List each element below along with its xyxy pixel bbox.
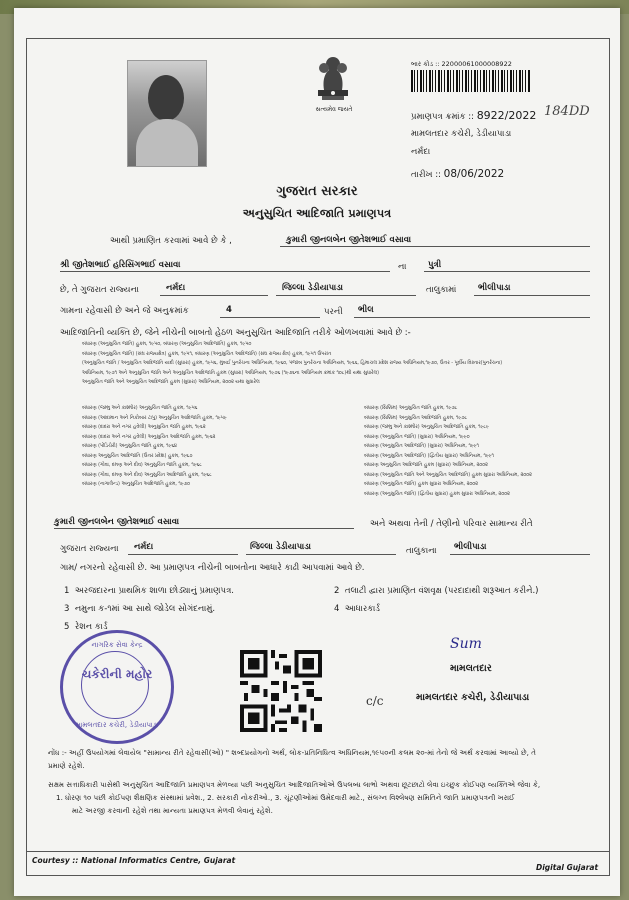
law-line: બંધારણ (અનુસુચિત જાતિ) (દ્વિતીય સુધારા) હુકમ સુધારા અધિનિયમ, ૨૦૦૨	[364, 491, 510, 497]
village-text: ગામ/ નગરનો રહેવાસી છે. આ પ્રમાણપત્ર નીચેની બાબતોના આધારે કાઢી આપવામાં આવે છે.	[60, 563, 365, 573]
law-line: બંધારણ (અનુસુચિત આદિજાતિ) (સુધારા) અધિનિયમ, ૧૯૯૧	[364, 444, 479, 449]
signature: Sum	[450, 636, 482, 652]
emblem-caption: સત્યમેવ જયતે	[315, 106, 353, 113]
note-line-2: પ્રમાણે રહેશે.	[48, 761, 85, 770]
doc-item-3: 3 નમુના ક-૧માં આ સાથે જોડેલ સોગંદનામું.	[64, 604, 216, 614]
qr-code	[240, 650, 322, 732]
law-list-left	[82, 404, 227, 490]
pareni-label: પરની	[324, 307, 343, 317]
law-line: બંધારણ અનુસુચિત આદિજાતિ (ઉત્તર પ્રદેશ) હુકમ, ૧૯૬૭	[82, 453, 193, 459]
taluka-label: તાલુકામાં	[426, 285, 457, 295]
handwritten-number: 184DD	[544, 104, 590, 119]
tribe-name: ભીલ	[358, 305, 374, 315]
law-line: બંધારણ (જમ્મુ અને કાશ્મીર) અનુસુચિત આદિજાતિ હુકમ, ૧૯૮૯	[364, 425, 489, 430]
state-label-2: ગુજરાત રાજ્યના	[60, 544, 119, 554]
law-line: બંધારણ (અનુસુચિત જાતિ) (સુધારા) અધિનિયમ, ૧૯૯૦	[364, 434, 470, 440]
certificate-page	[14, 8, 620, 896]
state-text: છે, તે ગુજરાત રાજ્યના	[60, 285, 139, 295]
district-value-2: નર્મદા	[134, 542, 154, 552]
law-line: બંધારણ અનુસુચિત આદિજાતિ હુકમ (સુધારા) અધિનિયમ, ૨૦૦૨	[364, 463, 488, 468]
law-line: બંધારણ (જમ્મુ અને કાશ્મીર) અનુસુચિત જાતિ હુકમ, ૧૯૫૬	[82, 406, 198, 411]
para-line-3: માટે અરજી કરવાની રહેશે તથા માન્યતા પ્રમાણપત્ર મેળવી લેવાનું રહેશે.	[72, 806, 273, 815]
para-line-1: સક્ષમ સત્તાધિકારી પાસેથી અનુસુચિત આદિજાતિ પ્રમાણપત્ર મેળવ્યા પછી અનુસુચિત આદિજાતિઓએ ઉપલબ્ધ લાભો અથવા છૂટછાટો લેવા ઇચ્છુક કોઈપણ વ્યક્તિએ જેવા કે,	[48, 780, 541, 789]
certify-text: આથી પ્રમાણિત કરવામાં આવે છે કે ,	[110, 236, 232, 246]
doc-item-1: 1 અરજદારના પ્રાથમિક શાળા છોડ્યાનું પ્રમાણપત્ર.	[64, 586, 235, 596]
footer-courtesy: Courtesy :: National Informatics Centre, Gujarat	[32, 856, 236, 865]
office-seal: નાગરિક સેવા કેન્દ્ર ચકેરીની મહોર મામલતદાર કચેરી, ડેડીયાપાડા	[60, 630, 174, 744]
cert-no: 8922/2022	[476, 109, 537, 122]
person-name: કુમારી જીનલબેન જીતેશભાઈ વસાવા	[286, 235, 412, 245]
law-line: બંધારણ (અનુસુચિત જાતિ) (સંઘ રાજ્યક્ષેત્ર) હુકમ, ૧૯૫૧, બંધારણ (અનુસુચિત આદિજાતિ) (સંઘ રાજ્ય ક્ષેત્ર) હુકમ, ૧૯૫૧ ઉપરાંત	[82, 351, 332, 357]
law-line: બંધારણ (સિક્કિમ) અનુસુચિત જાતિ હુકમ, ૧૯૭૮	[364, 406, 458, 411]
law-line: અધિનિયમ, ૧૯૭૧ અને અનુસુચિત જાતિ અને અનુસુચિત આદિજાતિ હુકમ (સુધારા) અધિનિયમ, ૧૯૭૬ (૧૯૭૬ના અધિનિયમ ક્રમાંક ૧૦૮)થી યથા સુધારેલ)	[82, 370, 380, 376]
law-line: બંધારણ (ગોવા, દમણ અને દીવ) અનુસુચિત આદિજાતિ હુકમ, ૧૯૬૮	[82, 472, 212, 478]
barcode	[411, 70, 531, 92]
district-value: નર્મદા	[166, 283, 186, 293]
footer-brand: Digital Gujarat	[536, 863, 599, 872]
note-line: નોંધ :- અહીં ઉપયોગમાં લેવાયેલ "સામાન્ય રીતે રહેવાસી(ઓ) " શબ્દપ્રયોગનો અર્થ, લોક-પ્રતિનિધિત્વ અધિનિયમ,૧૯૫૦ની કલમ ૨૦-માં તેનો જે અર્થ કરવામાં આવ્યો છે, તે	[48, 748, 536, 757]
certificate-title: અનુસુચિત આદિજાતિ પ્રમાણપત્ર	[242, 206, 392, 220]
initials: c/c	[366, 694, 384, 708]
law-line: બંધારણ (આંદામાન અને નિકોબાર ટાપુ) અનુસુચિત આદિજાતિ હુકમ, ૧૯૫૯	[82, 415, 227, 421]
signatory-designation: મામલતદાર	[450, 663, 492, 674]
law-line: બંધારણ (અનુસુચિત જાતિ અને અનુસુચિત આદિજાતિ) હુકમ સુધારા અધિનિયમ, ૨૦૦૨	[364, 472, 532, 478]
law-line: બંધારણ (દાદરા અને નગર હવેલી) અનુસુચિત આદિજાતિ હુકમ, ૧૯૬૨	[82, 434, 216, 440]
law-line: અનુસુચિત જાતિ અને અનુસુચિત આદિજાતિ હુકમ (સુધારા) અધિનિયમ, ૨૦૦૨ યથા સુધારેલ	[82, 380, 260, 385]
barcode-label: બાર કોડ :: 22000061000008922	[411, 60, 512, 68]
law-line: બંધારણ (અનુસુચિત જાતિ) હુકમ સુધારા અધિનિયમ, ૨૦૦૨	[364, 482, 478, 487]
para-line-2: 1. ધોરણ ૧૦ પછી કોઈપણ શૈક્ષણિક સંસ્થામાં પ્રવેશ., 2. સરકારી નોકરીઓ., 3. ચૂંટણીઓમાં ઉમેદવારી માટે., સંલગ્ન વિશ્લેષણ સમિતિને જાતિ પ્રમાણપત્રની ખરાઈ	[56, 793, 515, 802]
tribe-text: આદિજાતિની વ્યક્તિ છે, જેને નીચેની બાબતો હેઠળ અનુસુચિત આદિજાતિ તરીકે ઓળખવામાં આવે છે :-	[60, 328, 411, 338]
govt-title: ગુજરાત સરકાર	[276, 184, 358, 199]
issuing-district: નર્મદા	[411, 147, 431, 157]
na-label: ના	[398, 262, 407, 272]
law-line: (અનુસુચિત જાતિ / અનુસુચિત આદિજાતિ યાદી (સુધારા) હુકમ, ૧૯૫૬, મુંબઈ પુનર્રચના અધિનિયમ, ૧૯૬૦, પંજાબ પુનર્રચના અધિનિયમ, ૧૯૬૬, હિમાચલ પ્રદેશ રાજ્ય અધિનિયમ,૧૯૭૦, ઉત્તર - પૂર્વીય વિસ્તાર(પુનર્રચના)	[82, 361, 503, 366]
doc-item-2: 2 તલાટી દ્વારા પ્રમાણિત વંશવૃક્ષ (પરદાદાથી શરૂઆત કરીને.)	[334, 586, 539, 596]
cert-no-row: પ્રમાણપત્ર ક્રમાંક :: 8922/2022	[411, 109, 537, 122]
signatory-office: મામલતદાર કચેરી, ડેડીયાપાડા	[416, 692, 530, 703]
law-line: બંધારણ (નાગાલેન્ડ) અનુસુચિત આદિજાતિ હુકમ, ૧૯૭૦	[82, 482, 190, 487]
doc-item-5: 5 રેશન કાર્ડ	[64, 622, 108, 632]
law-line: બંધારણ (દાદરા અને નગર હવેલી) અનુસુચિત જાતિ હુકમ, ૧૯૬૨	[82, 425, 206, 430]
serial-no: 4	[226, 305, 232, 315]
issue-date: 08/06/2022	[443, 168, 505, 180]
parent-name: શ્રી જીતેશભાઈ હરિસિંગભાઈ વસાવા	[60, 260, 181, 270]
jillo-value-2: જિલ્લા ડેડીયાપાડા	[250, 542, 312, 552]
law-list-top	[82, 340, 502, 388]
jillo-value: જિલ્લા ડેડીયાપાડા	[282, 283, 344, 293]
taluka-label-2: તાલુકાના	[406, 546, 437, 556]
residence-text: ગામના રહેવાસી છે અને જે અનુક્રમાંક	[60, 306, 189, 316]
doc-item-4: 4 આધારકાર્ડ	[334, 604, 380, 614]
taluka-value: ભીલીપાડા	[478, 283, 511, 293]
law-line: બંધારણ (અનુસુચિત આદિજાતિ) (દ્વિતીય સુધારા) અધિનિયમ, ૧૯૯૧	[364, 453, 494, 459]
law-line: બંધારણ (પોંડિચેરી) અનુસુચિત જાતિ હુકમ, ૧૯૬૪	[82, 444, 178, 449]
issue-date-row: તારીખ :: 08/06/2022	[411, 168, 505, 180]
law-line: બંધારણ (સિક્કિમ) અનુસુચિત આદિજાતિ હુકમ, ૧૯૭૮	[364, 415, 468, 421]
law-list-right	[364, 404, 532, 499]
person-name-repeat: કુમારી જીનલબેન જીતેશભાઈ વસાવા	[54, 517, 180, 527]
relation: પુત્રી	[428, 260, 442, 270]
applicant-photo	[127, 60, 207, 167]
national-emblem-icon	[312, 52, 354, 106]
family-text: અને અથવા તેની / તેણીનો પરિવાર સામાન્ય રીતે	[370, 519, 533, 529]
issuing-office: મામલતદાર કચેરી, ડેડીયાપાડા	[411, 129, 512, 139]
law-line: બંધારણ (અનુસુચિત જાતિ) હુકમ, ૧૯૫૦, બંધારણ (અનુસુચિત આદિજાતિ) હુકમ, ૧૯૫૦	[82, 342, 252, 347]
taluka-value-2: ભીલીપાડા	[454, 542, 487, 552]
law-line: બંધારણ (ગોવા, દમણ અને દીવ) અનુસુચિત જાતિ હુકમ, ૧૯૬૮	[82, 463, 202, 468]
